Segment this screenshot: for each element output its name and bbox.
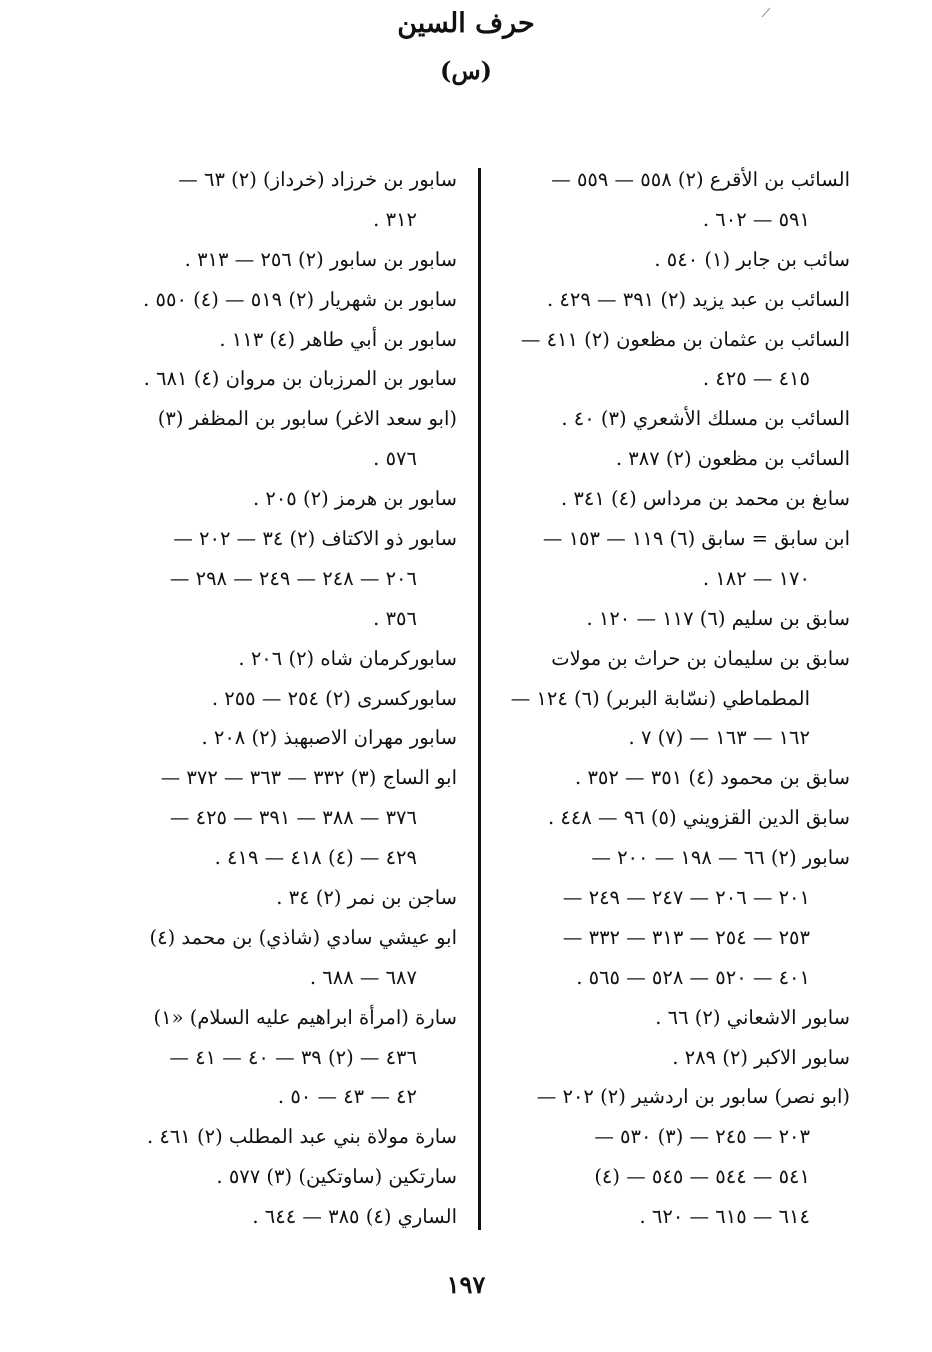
index-line: سابور الاكبر (٢) ٢٨٩ .	[672, 1045, 850, 1069]
index-line: سابق الدين القزويني (٥) ٩٦ — ٤٤٨ .	[548, 806, 850, 830]
index-line: سابور بن خرزاد (خرداز) (٢) ٦٣ —	[178, 168, 457, 191]
index-line: ٥٤١ — ٥٤٤ — ٥٤٥ — (٤)	[594, 1165, 810, 1189]
index-line: سائب بن جابر (١) ٥٤٠ .	[654, 247, 850, 271]
index-line: ابو عيشي سادي (شاذي) بن محمد (٤)	[149, 925, 457, 949]
index-line: ٤١٥ — ٤٢٥ .	[702, 367, 810, 391]
index-line: ٢٠٣ — ٢٤٥ — (٣) ٥٣٠ —	[594, 1125, 810, 1149]
index-line: سابور ذو الاكتاف (٢) ٣٤ — ٢٠٢ —	[173, 527, 457, 551]
index-line: ٣١٢ .	[373, 207, 417, 231]
index-line: ٥٩١ — ٦٠٢ .	[702, 207, 810, 231]
section-letter: (س)	[439, 56, 492, 85]
index-line: سارة مولاة بني عبد المطلب (٢) ٤٦١ .	[146, 1125, 457, 1149]
index-line: ٢٠١ — ٢٠٦ — ٢٤٧ — ٢٤٩ —	[562, 886, 810, 910]
index-line: سابور بن المرزبان بن مروان (٤) ٦٨١ .	[143, 367, 457, 391]
index-line: ٦٨٧ — ٦٨٨ .	[309, 965, 417, 989]
index-line: ٣٥٦ .	[373, 606, 417, 630]
index-line: سابور بن سابور (٢) ٢٥٦ — ٣١٣ .	[184, 247, 457, 271]
index-line: ٥٧٦ .	[373, 447, 417, 471]
index-line: المطماطي (نسّابة البربر) (٦) ١٢٤ —	[510, 686, 810, 710]
index-line: ٤٢٩ — (٤) ٤١٨ — ٤١٩ .	[214, 846, 417, 870]
index-line: ٤٢ — ٤٣ — ٥٠ .	[277, 1085, 417, 1109]
index-line: سابوركرمان شاه (٢) ٢٠٦ .	[238, 646, 457, 670]
index-line: سابق بن سليم (٦) ١١٧ — ١٢٠ .	[586, 606, 850, 630]
index-line: سابور الاشعاني (٢) ٦٦ .	[655, 1005, 850, 1029]
index-line: سارتكين (ساوتكين) (٣) ٥٧٧ .	[216, 1165, 457, 1189]
page-title: حرف السين	[397, 8, 535, 39]
column-divider	[478, 168, 481, 1230]
index-line: الساري (٤) ٣٨٥ — ٦٤٤ .	[252, 1205, 457, 1229]
index-line: ساجن بن نمر (٢) ٣٤ .	[276, 886, 457, 910]
index-line: ٤٣٦ — (٢) ٣٩ — ٤٠ — ٤١ —	[169, 1045, 417, 1069]
index-line: ٣٧٦ — ٣٨٨ — ٣٩١ — ٤٢٥ —	[169, 806, 417, 830]
index-line: ٤٠١ — ٥٢٠ — ٥٢٨ — ٥٦٥ .	[576, 965, 810, 989]
index-line: ابو الساج (٣) ٣٣٢ — ٣٦٣ — ٣٧٢ —	[160, 766, 457, 790]
index-line: السائب بن الأقرع (٢) ٥٥٨ — ٥٥٩ —	[551, 168, 850, 191]
index-line: سابور بن هرمز (٢) ٢٠٥ .	[252, 487, 457, 511]
index-line: السائب بن مظعون (٢) ٣٨٧ .	[615, 447, 850, 471]
index-line: السائب بن عبد يزيد (٢) ٣٩١ — ٤٢٩ .	[546, 287, 850, 311]
index-line: (ابو سعد الاغر) سابور بن المظفر (٣)	[157, 407, 457, 431]
index-line: سابق بن سليمان بن حراث بن مولات	[551, 646, 850, 670]
index-line: سابق بن محمود (٤) ٣٥١ — ٣٥٢ .	[575, 766, 850, 790]
index-line: ٦١٤ — ٦١٥ — ٦٢٠ .	[639, 1205, 810, 1229]
index-line: السائب بن مسلك الأشعري (٣) ٤٠ .	[561, 407, 850, 431]
index-line: السائب بن عثمان بن مظعون (٢) ٤١١ —	[520, 327, 850, 351]
index-line: ٢٠٦ — ٢٤٨ — ٢٤٩ — ٢٩٨ —	[169, 566, 417, 590]
left-column	[112, 160, 457, 1237]
index-line: سابور (٢) ٦٦ — ١٩٨ — ٢٠٠ —	[591, 846, 850, 870]
page-header	[0, 6, 932, 88]
index-line: سارة (امرأة ابراهيم عليه السلام) «١)	[153, 1005, 457, 1029]
index-line: سابوركسرى (٢) ٢٥٤ — ٢٥٥ .	[211, 686, 457, 710]
index-line: سابور مهران الاصبهبذ (٢) ٢٠٨ .	[201, 726, 457, 750]
index-line: سابغ بن محمد بن مرداس (٤) ٣٤١ .	[560, 487, 850, 511]
index-line: ابن سابق = سابق (٦) ١١٩ — ١٥٣ —	[542, 527, 850, 551]
page-number: ١٩٧	[446, 1270, 486, 1299]
index-line: ١٦٢ — ١٦٣ — (٧) ٧ .	[628, 726, 810, 750]
right-column	[505, 160, 850, 1237]
index-line: سابور بن أبي طاهر (٤) ١١٣ .	[219, 327, 457, 351]
index-line: سابور بن شهريار (٢) ٥١٩ — (٤) ٥٥٠ .	[143, 287, 457, 311]
index-line: (ابو نصر) سابور بن اردشير (٢) ٢٠٢ —	[536, 1085, 850, 1109]
index-line: ١٧٠ — ١٨٢ .	[702, 566, 810, 590]
index-line: ٢٥٣ — ٢٥٤ — ٣١٣ — ٣٣٢ —	[562, 925, 810, 949]
